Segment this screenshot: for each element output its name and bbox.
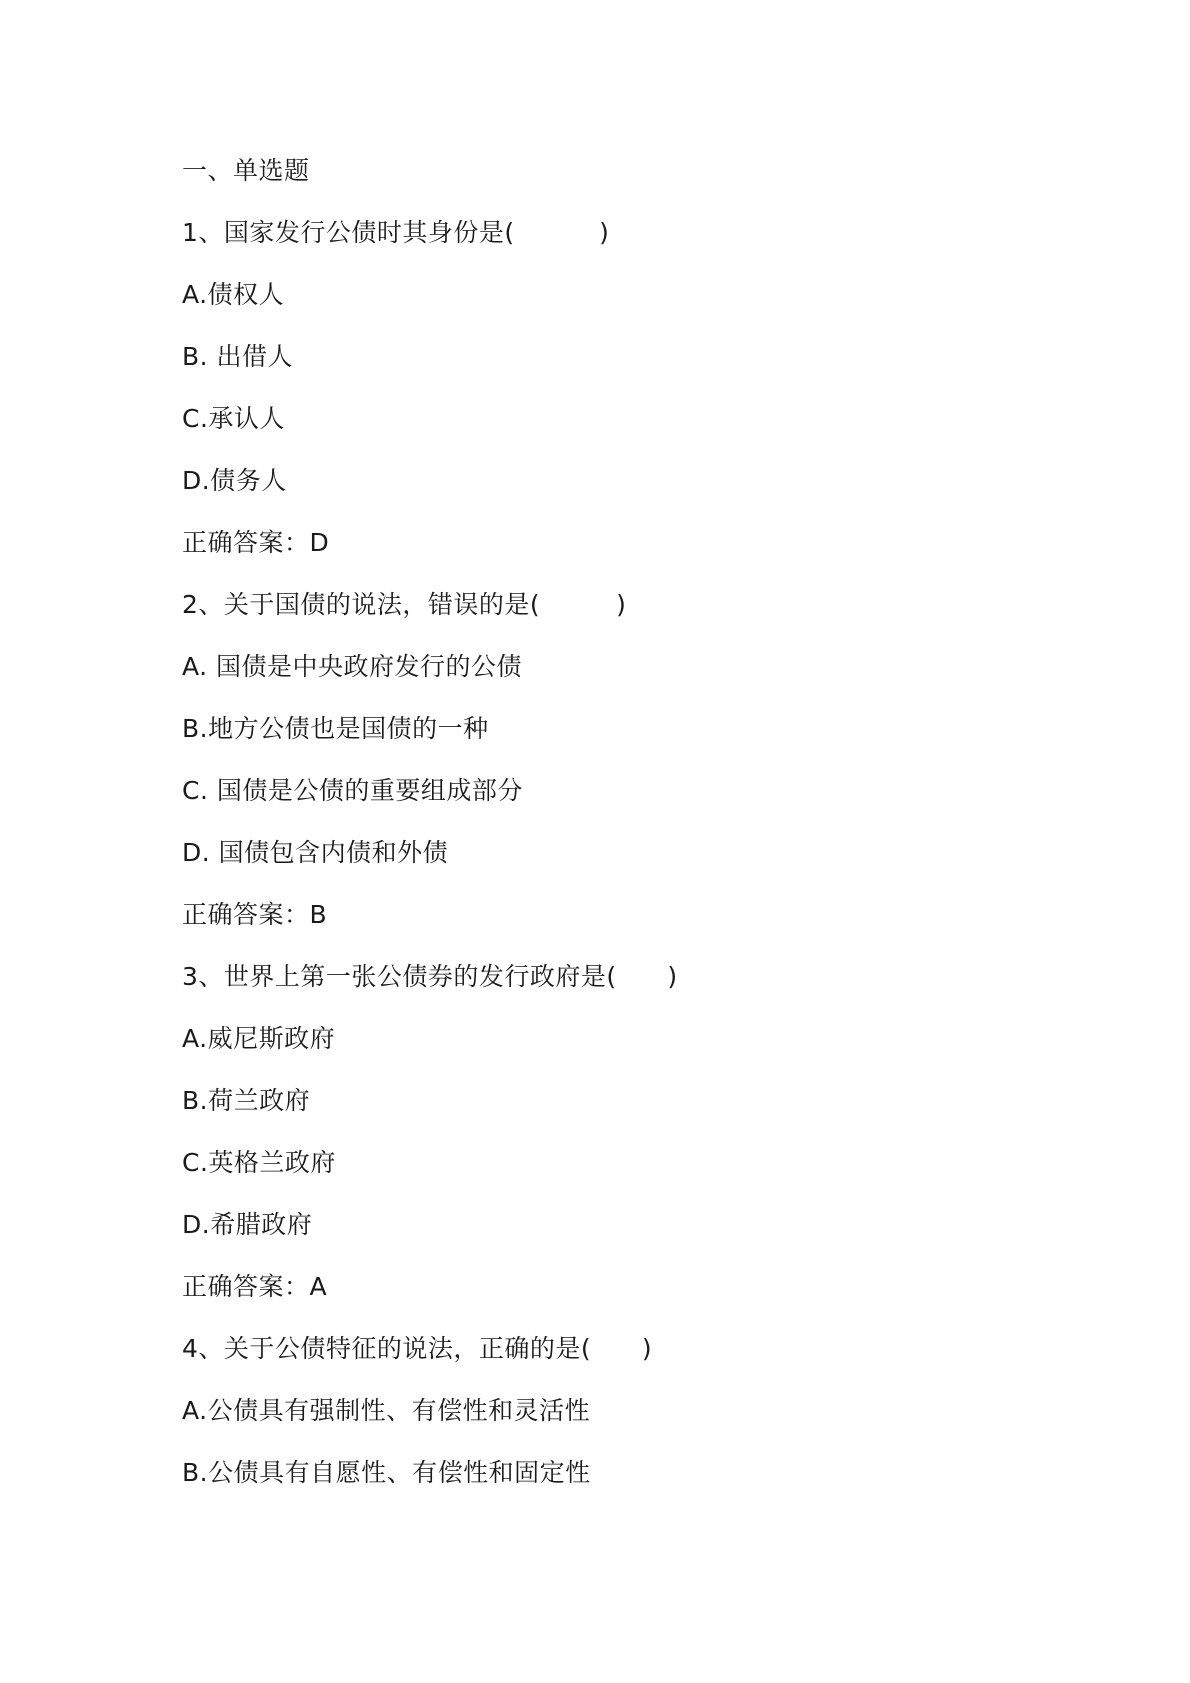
question-1-option-d: D.债务人: [182, 466, 287, 495]
question-3-option-a: A.威尼斯政府: [182, 1024, 336, 1053]
question-3-option-c: C.英格兰政府: [182, 1148, 336, 1177]
question-4-option-a: A.公债具有强制性、有偿性和灵活性: [182, 1396, 591, 1425]
question-2-option-b: B.地方公债也是国债的一种: [182, 714, 489, 743]
question-3-option-d: D.希腊政府: [182, 1210, 313, 1239]
question-3-answer: 正确答案：A: [182, 1272, 328, 1301]
question-2-option-a: A. 国债是中央政府发行的公债: [182, 652, 523, 681]
question-2-option-c: C. 国债是公债的重要组成部分: [182, 776, 523, 805]
question-1-stem: 1、国家发行公债时其身份是( ): [182, 218, 610, 247]
question-1-answer: 正确答案：D: [182, 528, 330, 557]
question-3-stem: 3、世界上第一张公债券的发行政府是( ): [182, 962, 678, 991]
question-4-option-b: B.公债具有自愿性、有偿性和固定性: [182, 1458, 591, 1487]
question-2-answer: 正确答案：B: [182, 900, 328, 929]
question-2-option-d: D. 国债包含内债和外债: [182, 838, 449, 867]
question-2-stem: 2、关于国债的说法，错误的是( ): [182, 590, 627, 619]
question-1-option-b: B. 出借人: [182, 342, 294, 371]
question-1-option-c: C.承认人: [182, 404, 285, 433]
question-3-option-b: B.荷兰政府: [182, 1086, 311, 1115]
section-title: 一、单选题: [182, 156, 310, 185]
question-4-stem: 4、关于公债特征的说法，正确的是( ): [182, 1334, 653, 1363]
question-1-option-a: A.债权人: [182, 280, 285, 309]
